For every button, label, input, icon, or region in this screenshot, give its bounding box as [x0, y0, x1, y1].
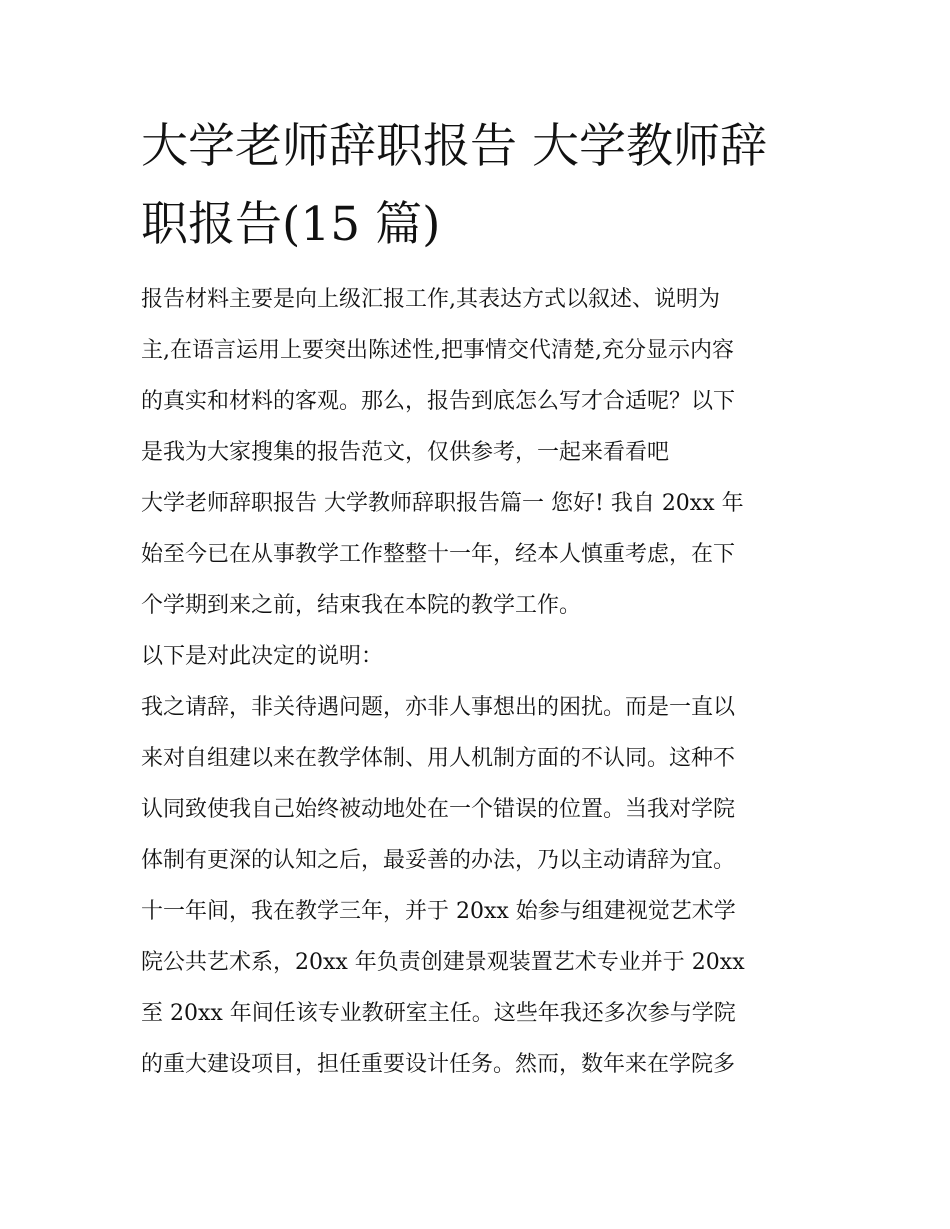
paragraph-line: 十一年间，我在教学三年，并于 20xx 始参与组建视觉艺术学 — [141, 899, 736, 924]
title-line-1: 大学老师辞职报告 大学教师辞 — [141, 119, 767, 174]
paragraph-line: 大学老师辞职报告 大学教师辞职报告篇一 您好! 我自 20xx 年 — [141, 491, 744, 516]
paragraph-letter-opening — [141, 478, 813, 631]
paragraph-line: 的真实和材料的客观。那么，报告到底怎么写才合适呢？以下 — [141, 389, 736, 414]
document-body — [141, 274, 813, 1090]
paragraph-line: 以下是对此决定的说明： — [141, 644, 384, 669]
paragraph-line: 报告材料主要是向上级汇报工作,其表达方式以叙述、说明为 — [141, 287, 720, 312]
paragraph-line: 我之请辞，非关待遇问题，亦非人事想出的困扰。而是一直以 — [141, 695, 736, 720]
paragraph-line: 认同致使我自己始终被动地处在一个错误的位置。当我对学院 — [141, 797, 736, 822]
paragraph-line: 体制有更深的认知之后，最妥善的办法，乃以主动请辞为宜。 — [141, 848, 736, 873]
paragraph-line: 是我为大家搜集的报告范文，仅供参考，一起来看看吧 — [141, 440, 670, 465]
paragraph-line: 始至今已在从事教学工作整整十一年，经本人慎重考虑，在下 — [141, 542, 736, 567]
paragraph-line: 主,在语言运用上要突出陈述性,把事情交代清楚,充分显示内容 — [141, 338, 734, 363]
paragraph-explanation-heading — [141, 631, 813, 682]
paragraph-line: 至 20xx 年间任该专业教研室主任。这些年我还多次参与学院 — [141, 1001, 736, 1026]
paragraph-line: 来对自组建以来在教学体制、用人机制方面的不认同。这种不 — [141, 746, 736, 771]
paragraph-line: 院公共艺术系，20xx 年负责创建景观装置艺术专业并于 20xx — [141, 950, 745, 975]
paragraph-line: 的重大建设项目，担任重要设计任务。然而，数年来在学院多 — [141, 1052, 736, 1077]
title-line-2: 职报告(15 篇) — [141, 197, 441, 252]
paragraph-line: 个学期到来之前，结束我在本院的教学工作。 — [141, 593, 582, 618]
document-content — [141, 108, 813, 1090]
paragraph-reasons — [141, 682, 813, 1090]
paragraph-intro — [141, 274, 813, 478]
document-title — [141, 108, 813, 264]
